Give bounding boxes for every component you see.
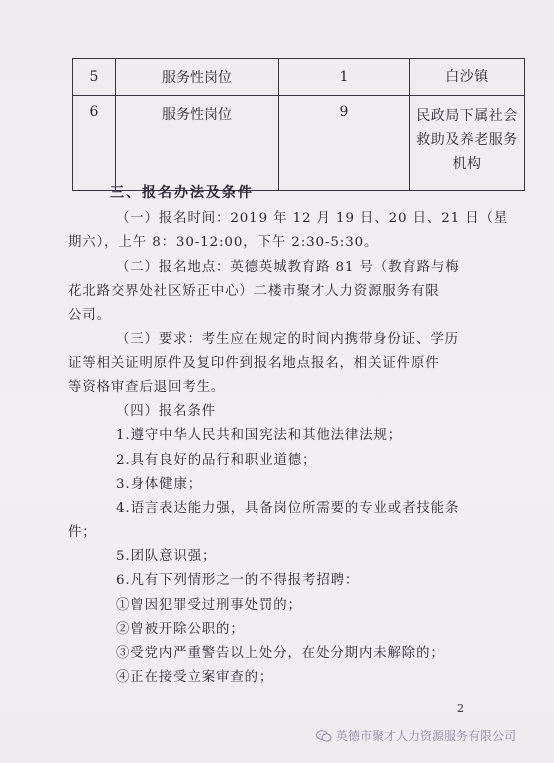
- text-line: 5.团队意识强；: [116, 549, 217, 564]
- text-line: （三）要求：考生应在规定的时间内携带身份证、学历: [116, 332, 459, 347]
- post-unit: [410, 59, 525, 96]
- wechat-icon: [316, 730, 332, 742]
- table-row: [73, 59, 525, 96]
- post-name: 服务性岗位: [116, 96, 279, 191]
- unit-line: 白沙镇: [445, 69, 489, 85]
- watermark-text: 英德市聚才人力资源服务有限公司: [336, 729, 517, 743]
- text-line: 花北路交界处社区矫正中心）二楼市聚才人力资源服务有限: [68, 284, 440, 299]
- post-count: 9: [279, 96, 410, 191]
- text-line: （二）报名地点：英德英城教育路 81 号（教育路与梅: [116, 260, 460, 275]
- text-line: ④正在接受立案审查的；: [116, 670, 274, 685]
- post-name: 服务性岗位: [116, 59, 279, 96]
- post-count: 1: [279, 59, 410, 96]
- text-line: 4.语言表达能力强，具备岗位所需要的专业或者技能条: [116, 501, 460, 516]
- page-number: 2: [457, 702, 464, 715]
- text-line: 期六），上午 8：30-12:00，下午 2:30-5:30。: [68, 235, 379, 250]
- text-line: 1.遵守中华人民共和国宪法和其他法律法规；: [116, 428, 403, 443]
- unit-line: 民政局下属社会: [416, 108, 518, 124]
- text-line: 等资格审查后退回考生。: [68, 380, 226, 395]
- text-line: 2.具有良好的品行和职业道德；: [116, 453, 317, 468]
- post-unit: [410, 96, 525, 191]
- row-number: 6: [73, 96, 116, 191]
- table-row: [73, 96, 525, 191]
- text-line: （四）报名条件: [116, 404, 217, 419]
- positions-table: [72, 58, 525, 191]
- text-line: ③受党内严重警告以上处分，在处分期内未解除的；: [116, 646, 445, 661]
- text-line: （一）报名时间：2019 年 12 月 19 日、20 日、21 日（星: [116, 211, 509, 226]
- section-heading: 三、报名办法及条件: [110, 185, 254, 201]
- watermark: [316, 727, 516, 744]
- unit-line: 救助及养老服务: [416, 132, 518, 148]
- row-number: 5: [73, 59, 116, 96]
- text-line: 证等相关证明原件及复印件到报名地点报名，相关证件原件: [68, 356, 440, 371]
- text-line: ①曾因犯罪受过刑事处罚的；: [116, 598, 302, 613]
- text-line: 件；: [68, 525, 97, 540]
- text-line: ②曾被开除公职的；: [116, 622, 245, 637]
- text-line: 3.身体健康；: [116, 477, 203, 492]
- unit-line: 机构: [452, 156, 482, 172]
- text-line: 6.凡有下列情形之一的不得报考招聘：: [116, 573, 360, 588]
- text-line: 公司。: [68, 308, 111, 323]
